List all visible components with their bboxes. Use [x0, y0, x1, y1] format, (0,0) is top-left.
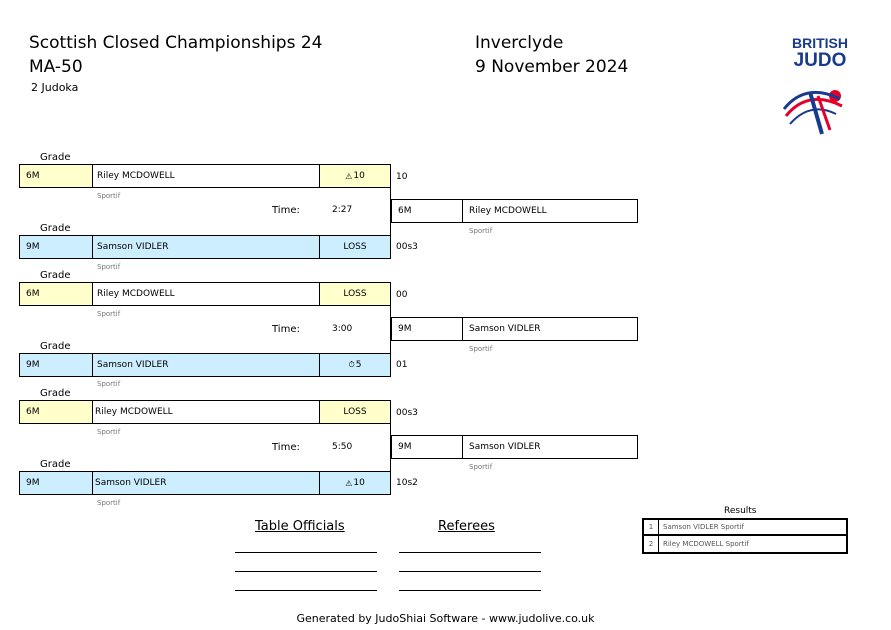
time-label: Time: [272, 324, 300, 335]
competitor-name[interactable]: Samson VIDLER [92, 235, 320, 259]
club-label: Sportif [97, 380, 121, 388]
category-label: MA-50 [29, 57, 83, 77]
signature-line [399, 552, 541, 553]
time-label: Time: [272, 205, 300, 216]
result-text: Riley MCDOWELL Sportif [663, 540, 749, 548]
result-row [642, 535, 848, 554]
result-place: 1 [644, 520, 659, 534]
time-value: 3:00 [332, 324, 353, 334]
result-row [642, 518, 848, 535]
score: 00s3 [396, 242, 418, 252]
result-cell: ⚠ 10 [319, 471, 391, 495]
result-place: 2 [644, 536, 659, 552]
location: Inverclyde [475, 33, 564, 53]
club-label: Sportif [97, 428, 121, 436]
score: 01 [396, 360, 408, 370]
event-date: 9 November 2024 [475, 57, 629, 77]
signature-line [399, 590, 541, 591]
signature-line [399, 571, 541, 572]
score: 00s3 [396, 408, 418, 418]
time-value: 5:50 [332, 442, 353, 452]
grade-cell: 9M [19, 235, 93, 259]
result-cell: LOSS [319, 400, 391, 424]
warning-icon: ⚠ [345, 478, 353, 488]
result-cell: LOSS [319, 282, 391, 306]
winner-grade: 9M [391, 435, 463, 459]
grade-cell: 6M [19, 400, 93, 424]
logo-line2: JUDO [793, 50, 847, 71]
results-title: Results [724, 506, 757, 516]
grade-label: Grade [40, 152, 71, 163]
club-label: Sportif [469, 463, 493, 471]
club-label: Sportif [97, 310, 121, 318]
competitor-name[interactable]: Riley MCDOWELL [92, 164, 320, 188]
winner-name[interactable]: Riley MCDOWELL [462, 199, 638, 223]
competitor-name[interactable]: Riley MCDOWELL [92, 400, 320, 424]
club-label: Sportif [97, 192, 121, 200]
club-label: Sportif [469, 227, 493, 235]
british-judo-logo [780, 34, 860, 142]
winner-grade: 9M [391, 317, 463, 341]
competitor-name[interactable]: Samson VIDLER [92, 353, 320, 377]
competitor-name[interactable]: Riley MCDOWELL [92, 282, 320, 306]
grade-label: Grade [40, 270, 71, 281]
judoka-count: 2 Judoka [31, 81, 79, 94]
signature-line [235, 552, 377, 553]
grade-label: Grade [40, 388, 71, 399]
table-officials-title: Table Officials [255, 519, 345, 534]
grade-label: Grade [40, 223, 71, 234]
grade-cell: 9M [19, 353, 93, 377]
club-label: Sportif [469, 345, 493, 353]
result-cell: ⏱ 5 [319, 353, 391, 377]
competitor-name[interactable]: Samson VIDLER [92, 471, 320, 495]
time-label: Time: [272, 442, 300, 453]
winner-name[interactable]: Samson VIDLER [462, 435, 638, 459]
club-label: Sportif [97, 499, 121, 507]
footer-text: Generated by JudoShiai Software - www.judolive.co.uk [296, 612, 595, 625]
logo-line1: BRITISH [792, 35, 848, 51]
score: 10 [396, 172, 408, 182]
club-label: Sportif [97, 263, 121, 271]
grade-cell: 9M [19, 471, 93, 495]
grade-cell: 6M [19, 282, 93, 306]
winner-name[interactable]: Samson VIDLER [462, 317, 638, 341]
signature-line [235, 571, 377, 572]
warning-icon: ⚠ [345, 171, 353, 181]
grade-label: Grade [40, 459, 71, 470]
clock-icon: ⏱ [348, 360, 355, 369]
score: 00 [396, 290, 408, 300]
signature-line [235, 590, 377, 591]
winner-grade: 6M [391, 199, 463, 223]
referees-title: Referees [438, 519, 495, 534]
time-value: 2:27 [332, 205, 353, 215]
result-text: Samson VIDLER Sportif [663, 523, 744, 531]
result-cell: LOSS [319, 235, 391, 259]
result-cell: ⚠ 10 [319, 164, 391, 188]
grade-cell: 6M [19, 164, 93, 188]
grade-label: Grade [40, 341, 71, 352]
score: 10s2 [396, 478, 418, 488]
tournament-title: Scottish Closed Championships 24 [29, 33, 323, 53]
